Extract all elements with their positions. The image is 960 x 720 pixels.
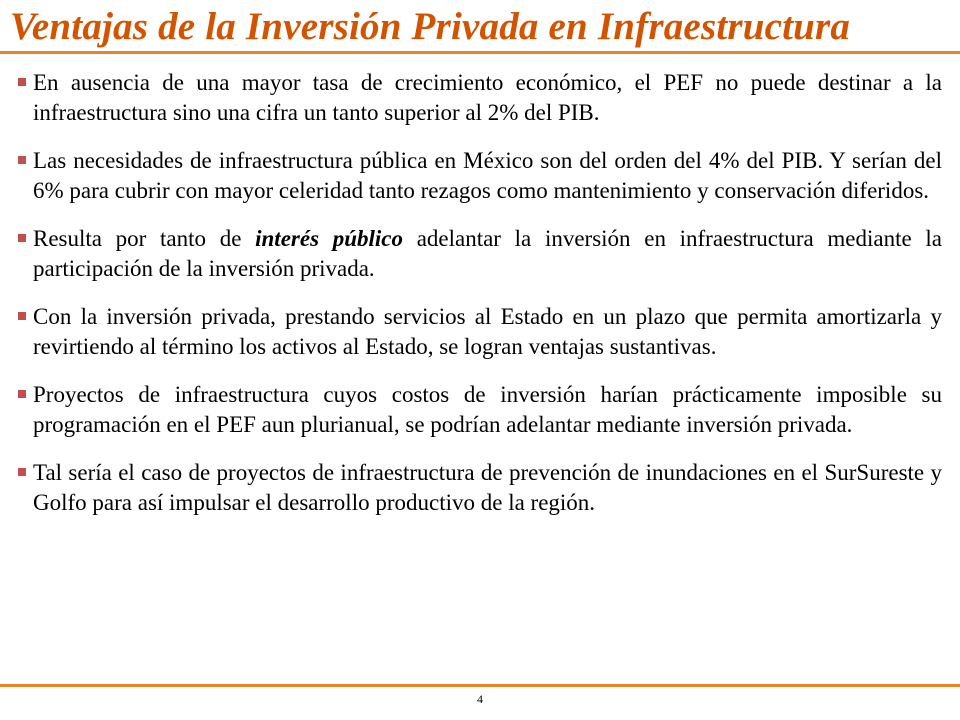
bullet-text: Las necesidades de infraestructura pública en México son del orden del 4% del PIB. Y serían del 6% para cubrir con mayor celeridad tanto rezagos como mantenimiento y conservación diferidos. <box>33 148 942 203</box>
page-number: 4 <box>477 692 483 706</box>
emphasis-text: interés público <box>255 226 403 251</box>
title-divider <box>0 51 960 54</box>
bullet-item <box>18 68 942 128</box>
square-bullet-icon <box>18 390 26 398</box>
bullet-item <box>18 224 942 284</box>
bullet-item <box>18 302 942 362</box>
bullet-item <box>18 458 942 518</box>
bullet-text: adelantar la inversión en infraestructura mediante la participación de la inversión privada. <box>33 226 943 281</box>
bullet-list <box>18 68 942 536</box>
bullet-text: Tal sería el caso de proyectos de infraestructura de prevención de inundaciones en el SurSureste y Golfo para así impulsar el desarrollo productivo de la región. <box>33 460 942 515</box>
bullet-text: Resulta por tanto de <box>33 226 256 251</box>
bullet-text: En ausencia de una mayor tasa de crecimiento económico, el PEF no puede destinar a la infraestructura sino una cifra un tanto superior al 2% del PIB. <box>33 70 942 125</box>
square-bullet-icon <box>18 78 26 86</box>
square-bullet-icon <box>18 156 26 164</box>
square-bullet-icon <box>18 468 26 476</box>
bullet-item <box>18 146 942 206</box>
footer-divider <box>0 684 960 687</box>
bullet-item <box>18 380 942 440</box>
square-bullet-icon <box>18 234 26 242</box>
bullet-text: Con la inversión privada, prestando servicios al Estado en un plazo que permita amortizarla y revirtiendo al término los activos al Estado, se logran ventajas sustantivas. <box>33 304 942 359</box>
square-bullet-icon <box>18 312 26 320</box>
slide-title: Ventajas de la Inversión Privada en Infraestructura <box>10 5 851 48</box>
bullet-text: Proyectos de infraestructura cuyos costos de inversión harían prácticamente imposible su programación en el PEF aun plurianual, se podrían adelantar mediante inversión privada. <box>33 382 942 437</box>
